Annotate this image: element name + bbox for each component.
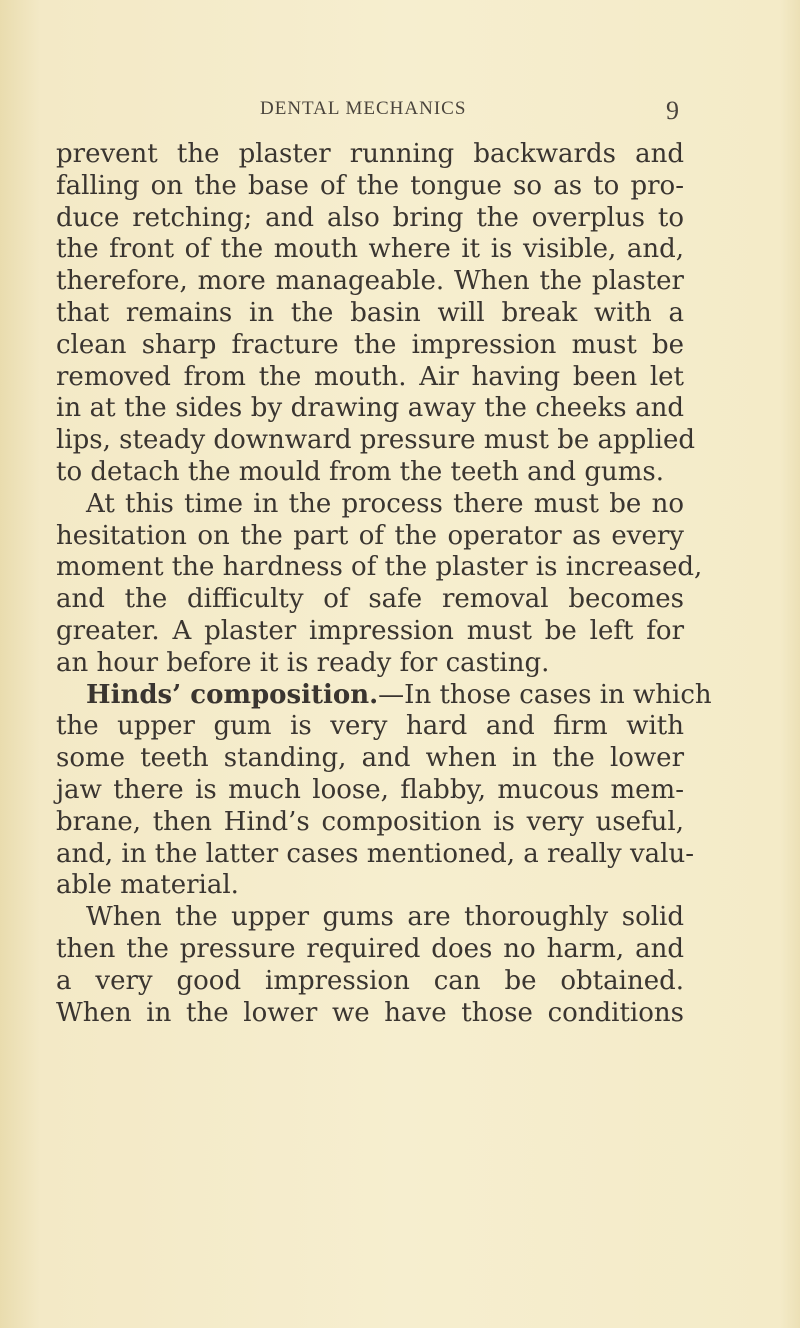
text-line: able material. [56,870,239,901]
text-line: hesitation on the part of the operator as every [56,520,684,551]
text-line: moment the hardness of the plaster is increased, [56,552,703,583]
text-line: some teeth standing, and when in the lower [56,743,684,774]
text-line: a very good impression can be obtained. [56,965,684,996]
text-line: therefore, more manageable. When the plaster [56,266,684,297]
text-line: falling on the base of the tongue so as to pro- [56,170,684,201]
text-line: an hour before it is ready for casting. [56,647,550,678]
text-line: and the difficulty of safe removal becomes [56,584,684,615]
text-line: clean sharp fracture the impression must be [56,329,684,360]
text-line: At this time in the process there must be no [86,488,684,519]
text-line: greater. A plaster impression must be left for [56,615,684,646]
section-heading-line [56,679,712,712]
text-line: the upper gum is very hard and firm with [56,711,684,742]
running-title: DENTAL MECHANICS [260,98,467,119]
text-line: the front of the mouth where it is visible, and, [56,234,684,265]
text-line: in at the sides by drawing away the cheeks and [56,393,684,424]
text-line: removed from the mouth. Air having been let [56,361,684,392]
text-line: then the pressure required does no harm, and [56,933,684,964]
text-line: to detach the mould from the teeth and gums. [56,456,664,487]
text-line-rest: —In those cases in which [378,679,712,710]
body-text [56,139,712,1029]
text-line: lips, steady downward pressure must be applied [56,425,695,456]
text-line: prevent the plaster running backwards and [56,139,684,169]
text-line: When in the lower we have those conditions [56,997,684,1028]
section-heading: Hinds’ composition. [86,679,379,710]
text-line: brane, then Hind’s composition is very useful, [56,806,684,837]
text-line: and, in the latter cases mentioned, a really valu- [56,838,694,869]
text-line: jaw there is much loose, flabby, mucous mem- [56,774,684,805]
text-line: When the upper gums are thoroughly solid [86,902,684,933]
text-line: that remains in the basin will break with a [56,297,684,328]
text-line: duce retching; and also bring the overplus to [56,202,684,233]
page-number: 9 [666,96,679,125]
